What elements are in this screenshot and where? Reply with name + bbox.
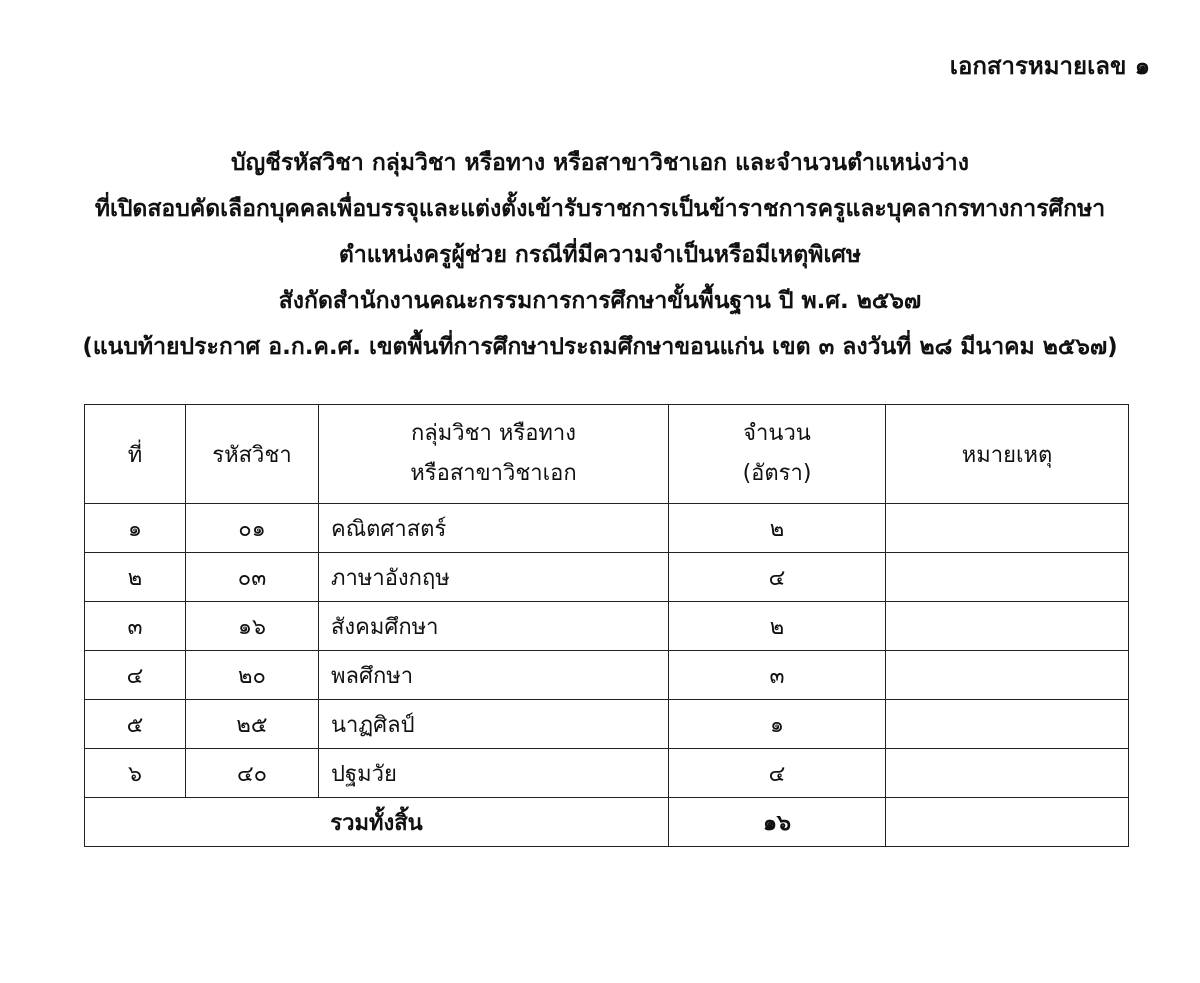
row-remark: [886, 504, 1129, 553]
header-count-line-1: จำนวน: [743, 421, 811, 446]
total-remark: [886, 798, 1129, 847]
heading-line-2: ที่เปิดสอบคัดเลือกบุคคลเพื่อบรรจุและแต่งตั้งเข้ารับราชการเป็นข้าราชการครูและบุคลากรทางการศึกษา: [94, 196, 1106, 222]
row-no: ๑: [85, 504, 186, 553]
row-remark: [886, 700, 1129, 749]
row-subject: คณิตศาสตร์: [319, 504, 669, 553]
row-remark: [886, 651, 1129, 700]
heading-line-4: สังกัดสำนักงานคณะกรรมการการศึกษาขั้นพื้นฐาน ปี พ.ศ. ๒๕๖๗: [278, 288, 922, 314]
row-code: ๐๑: [186, 504, 319, 553]
heading-line-1: บัญชีรหัสวิชา กลุ่มวิชา หรือทาง หรือสาขาวิชาเอก และจำนวนตำแหน่งว่าง: [231, 150, 969, 176]
row-remark: [886, 553, 1129, 602]
table-row: [85, 602, 1129, 651]
row-code: ๔๐: [186, 749, 319, 798]
header-subject-line-2: หรือสาขาวิชาเอก: [410, 461, 577, 486]
heading-line-3: ตำแหน่งครูผู้ช่วย กรณีที่มีความจำเป็นหรือมีเหตุพิเศษ: [338, 242, 862, 268]
row-code: ๐๓: [186, 553, 319, 602]
row-subject: พลศึกษา: [319, 651, 669, 700]
row-remark: [886, 602, 1129, 651]
header-no: ที่: [85, 405, 186, 504]
row-no: ๔: [85, 651, 186, 700]
row-code: ๒๕: [186, 700, 319, 749]
row-subject: นาฏศิลป์: [319, 700, 669, 749]
row-code: ๑๖: [186, 602, 319, 651]
total-row: [85, 798, 1129, 847]
row-subject: สังคมศึกษา: [319, 602, 669, 651]
row-count: ๑: [669, 700, 886, 749]
table-row: [85, 651, 1129, 700]
document-number: เอกสารหมายเลข ๑: [949, 52, 1150, 80]
row-subject: ปฐมวัย: [319, 749, 669, 798]
header-subject: [319, 405, 669, 504]
header-count-line-2: (อัตรา): [742, 461, 812, 486]
document-heading: [0, 140, 1200, 370]
row-count: ๓: [669, 651, 886, 700]
row-no: ๖: [85, 749, 186, 798]
table-header-row: [85, 405, 1129, 504]
table-row: [85, 700, 1129, 749]
row-count: ๒: [669, 602, 886, 651]
row-count: ๔: [669, 749, 886, 798]
row-count: ๒: [669, 504, 886, 553]
table-row: [85, 553, 1129, 602]
table-row: [85, 749, 1129, 798]
row-count: ๔: [669, 553, 886, 602]
header-count: [669, 405, 886, 504]
row-code: ๒๐: [186, 651, 319, 700]
row-no: ๒: [85, 553, 186, 602]
vacancy-table: [84, 404, 1129, 847]
header-code: รหัสวิชา: [186, 405, 319, 504]
row-no: ๓: [85, 602, 186, 651]
header-subject-line-1: กลุ่มวิชา หรือทาง: [410, 421, 577, 446]
table-row: [85, 504, 1129, 553]
total-count: ๑๖: [669, 798, 886, 847]
row-remark: [886, 749, 1129, 798]
total-label: รวมทั้งสิ้น: [85, 798, 669, 847]
row-no: ๕: [85, 700, 186, 749]
heading-line-5: (แนบท้ายประกาศ อ.ก.ค.ศ. เขตพื้นที่การศึกษาประถมศึกษาขอนแก่น เขต ๓ ลงวันที่ ๒๘ มีนาคม ๒๕๖๗): [82, 334, 1118, 360]
row-subject: ภาษาอังกฤษ: [319, 553, 669, 602]
header-remark: หมายเหตุ: [886, 405, 1129, 504]
